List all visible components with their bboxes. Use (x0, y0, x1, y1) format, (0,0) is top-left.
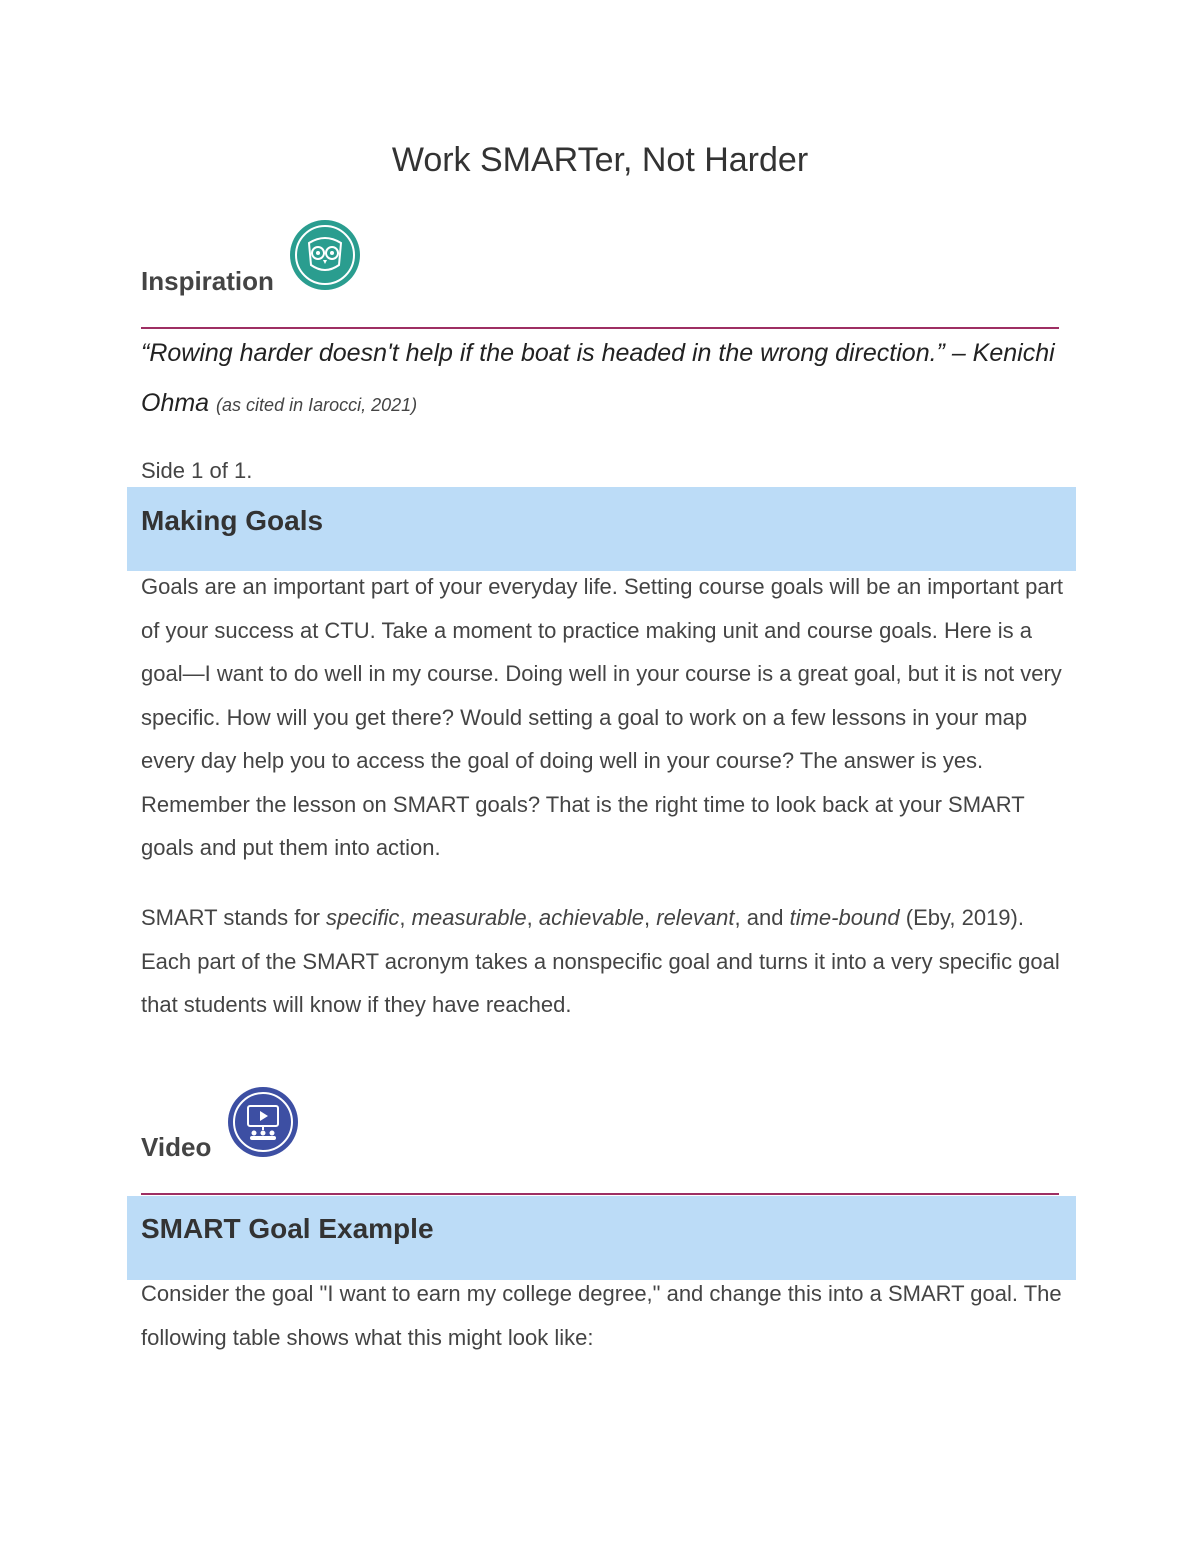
term-relevant: relevant (656, 905, 735, 930)
inspiration-label: Inspiration (141, 266, 274, 296)
making-goals-paragraph-2: SMART stands for specific, measurable, achievable, relevant, and time-bound (Eby, 2019). Each part of the SMART acronym takes a nonspecific goal and turns it into a very specific goal that students will know if they have reached. (141, 905, 1060, 1017)
section-divider (141, 1193, 1059, 1195)
quote (141, 328, 1081, 430)
quote-text: “Rowing harder doesn't help if the boat is headed in the wrong direction.” – Kenichi Ohma (141, 339, 1055, 417)
smart-example-paragraph: Consider the goal "I want to earn my college degree," and change this into a SMART goal. The following table shows what this might look like: (141, 1281, 1062, 1350)
quote-citation: (as cited in Iarocci, 2021) (216, 395, 418, 415)
smart-example-heading-band (127, 1196, 1076, 1280)
term-measurable: measurable (411, 905, 527, 930)
making-goals-paragraph-1: Goals are an important part of your everyday life. Setting course goals will be an important part of your success at CTU. Take a moment to practice making unit and course goals. Here is a goal—I want to do well in my course. Doing well in your course is a great goal, but it is not very specific. How will you get there? Would setting a goal to work on a few lessons in your map every day help you to access the goal of doing well in your course? The answer is yes. Remember the lesson on SMART goals? That is the right time to look back at your SMART goals and put them into action. (141, 574, 1064, 860)
term-time-bound: time-bound (789, 905, 900, 930)
term-achievable: achievable (538, 905, 645, 930)
term-specific: specific (326, 905, 400, 930)
making-goals-heading-band (127, 487, 1076, 571)
smart-example-heading: SMART Goal Example (141, 1213, 434, 1244)
page-title: Work SMARTer, Not Harder (391, 141, 809, 179)
making-goals-heading: Making Goals (141, 505, 324, 536)
owl-icon (289, 219, 359, 289)
video-label: Video (141, 1132, 212, 1162)
video-lesson-icon (227, 1086, 297, 1156)
side-counter: Side 1 of 1. (141, 458, 253, 483)
